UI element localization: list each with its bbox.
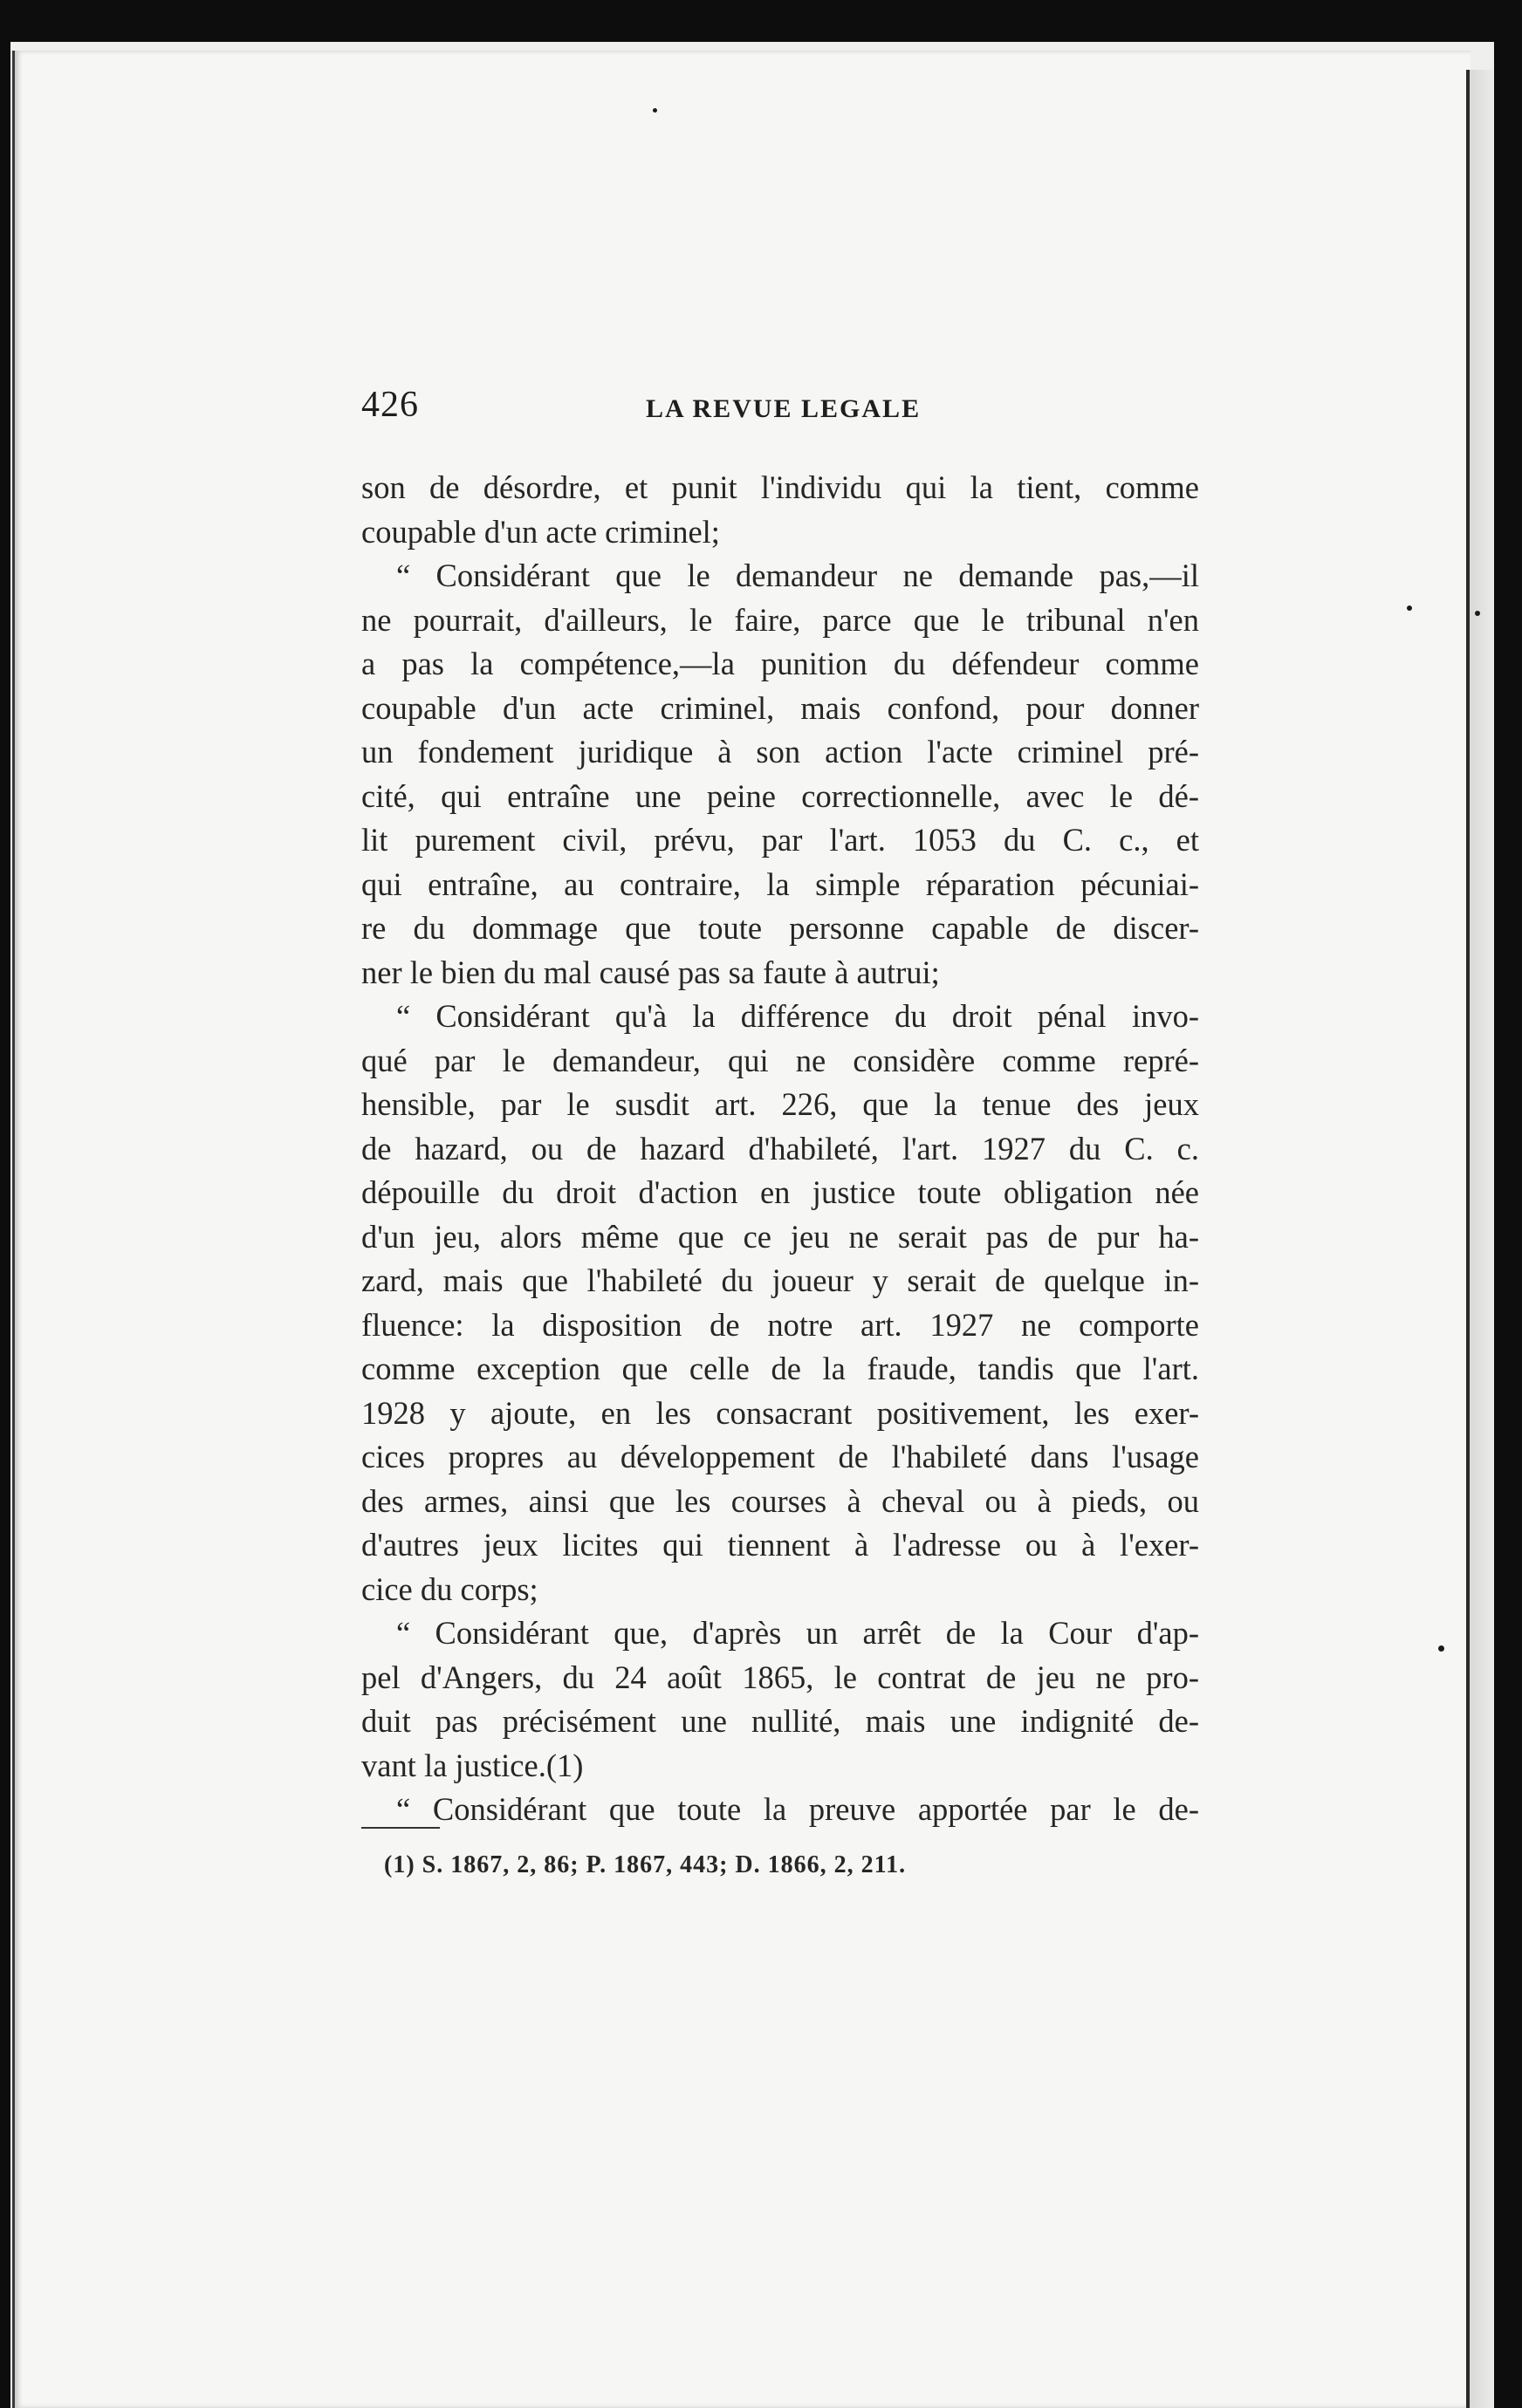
text-line: ner le bien du mal causé pas sa faute à autrui; bbox=[361, 954, 940, 990]
adjacent-page-strip bbox=[1470, 70, 1494, 2408]
running-title: LA REVUE LEGALE bbox=[646, 394, 922, 423]
text-line: “ Considérant que le demandeur ne demande pas,—il bbox=[396, 558, 1199, 593]
text-line: ne pourrait, d'ailleurs, le faire, parce que le tribunal n'en bbox=[361, 601, 1199, 638]
footnote-rule bbox=[361, 1827, 440, 1829]
text-line: cité, qui entraîne une peine correctionnelle, avec le dé- bbox=[361, 777, 1199, 814]
text-line: coupable d'un acte criminel; bbox=[361, 513, 720, 550]
text-line: cices propres au développement de l'habileté dans l'usage bbox=[361, 1439, 1199, 1474]
text-line: d'autres jeux licites qui tiennent à l'adresse ou à l'exer- bbox=[361, 1527, 1199, 1563]
text-line: des armes, ainsi que les courses à cheval ou à pieds, ou bbox=[361, 1482, 1199, 1519]
text-line: hensible, par le susdit art. 226, que la tenue des jeux bbox=[361, 1086, 1199, 1122]
page-number: 426 bbox=[361, 385, 419, 425]
text-line: 1928 y ajoute, en les consacrant positivement, les exer- bbox=[361, 1394, 1199, 1431]
scan-speck bbox=[1475, 611, 1480, 616]
text-line: re du dommage que toute personne capable de discer- bbox=[361, 910, 1199, 946]
text-line: pel d'Angers, du 24 août 1865, le contrat de jeu ne pro- bbox=[361, 1659, 1199, 1695]
text-line: dépouille du droit d'action en justice toute obligation née bbox=[361, 1174, 1199, 1210]
scan-speck bbox=[1438, 1645, 1444, 1652]
scan-speck bbox=[1407, 605, 1412, 611]
text-line: fluence: la disposition de notre art. 1927 ne comporte bbox=[361, 1306, 1199, 1343]
text-line: zard, mais que l'habileté du joueur y serait de quelque in- bbox=[361, 1262, 1199, 1298]
text-line: un fondement juridique à son action l'acte criminel pré- bbox=[361, 734, 1199, 770]
text-line: cice du corps; bbox=[361, 1570, 538, 1607]
scan-speck bbox=[653, 108, 657, 113]
text-line: vant la justice.(1) bbox=[361, 1747, 584, 1783]
text-line: de hazard, ou de hazard d'habileté, l'art. 1927 du C. c. bbox=[361, 1130, 1199, 1166]
text-line: duit pas précisément une nullité, mais une indignité de- bbox=[361, 1703, 1199, 1739]
footnote: (1) S. 1867, 2, 86; P. 1867, 443; D. 1866, 2, 211. bbox=[384, 1851, 907, 1878]
text-line: d'un jeu, alors même que ce jeu ne serait pas de pur ha- bbox=[361, 1218, 1199, 1255]
text-line: “ Considérant que, d'après un arrêt de la Cour d'ap- bbox=[396, 1615, 1199, 1651]
text-line: qui entraîne, au contraire, la simple réparation pécuniai- bbox=[361, 865, 1199, 902]
text-line: lit purement civil, prévu, par l'art. 1053 du C. c., et bbox=[361, 822, 1199, 858]
text-line: coupable d'un acte criminel, mais confond, pour donner bbox=[361, 689, 1199, 726]
text-line: “ Considérant qu'à la différence du droit pénal invo- bbox=[396, 998, 1199, 1034]
body-text bbox=[361, 466, 1199, 1832]
page-header bbox=[361, 384, 1190, 436]
text-line: a pas la compétence,—la punition du défendeur comme bbox=[361, 646, 1199, 681]
text-line: qué par le demandeur, qui ne considère comme repré- bbox=[361, 1042, 1199, 1078]
text-line: comme exception que celle de la fraude, tandis que l'art. bbox=[361, 1351, 1199, 1386]
text-line: “ Considérant que toute la preuve apportée par le de- bbox=[396, 1791, 1199, 1827]
text-line: son de désordre, et punit l'individu qui la tient, comme bbox=[361, 469, 1199, 505]
